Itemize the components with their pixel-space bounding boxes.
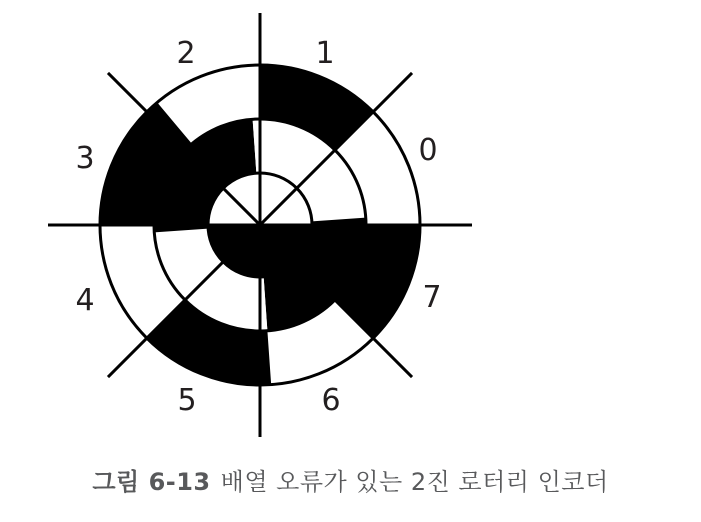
sector-label-0: 0 — [418, 133, 438, 168]
sector-label-2: 2 — [176, 36, 196, 71]
sector-divider-lines — [48, 13, 472, 437]
sector-label-1: 1 — [315, 36, 335, 71]
sector-label-6: 6 — [321, 383, 341, 418]
outer-track-band-sector-5 — [147, 300, 260, 385]
figure-caption — [0, 462, 701, 497]
sector-label-7: 7 — [422, 280, 442, 315]
outer-band-misalignment-sector-6 — [260, 331, 271, 385]
caption-figure-number: 그림 6-13 — [92, 468, 211, 496]
caption-text: 배열 오류가 있는 2진 로터리 인코더 — [220, 468, 609, 496]
sector-label-3: 3 — [75, 141, 95, 176]
outer-track-band-sector-1 — [260, 65, 373, 150]
sector-label-5: 5 — [177, 383, 197, 418]
sector-label-4: 4 — [75, 283, 95, 318]
